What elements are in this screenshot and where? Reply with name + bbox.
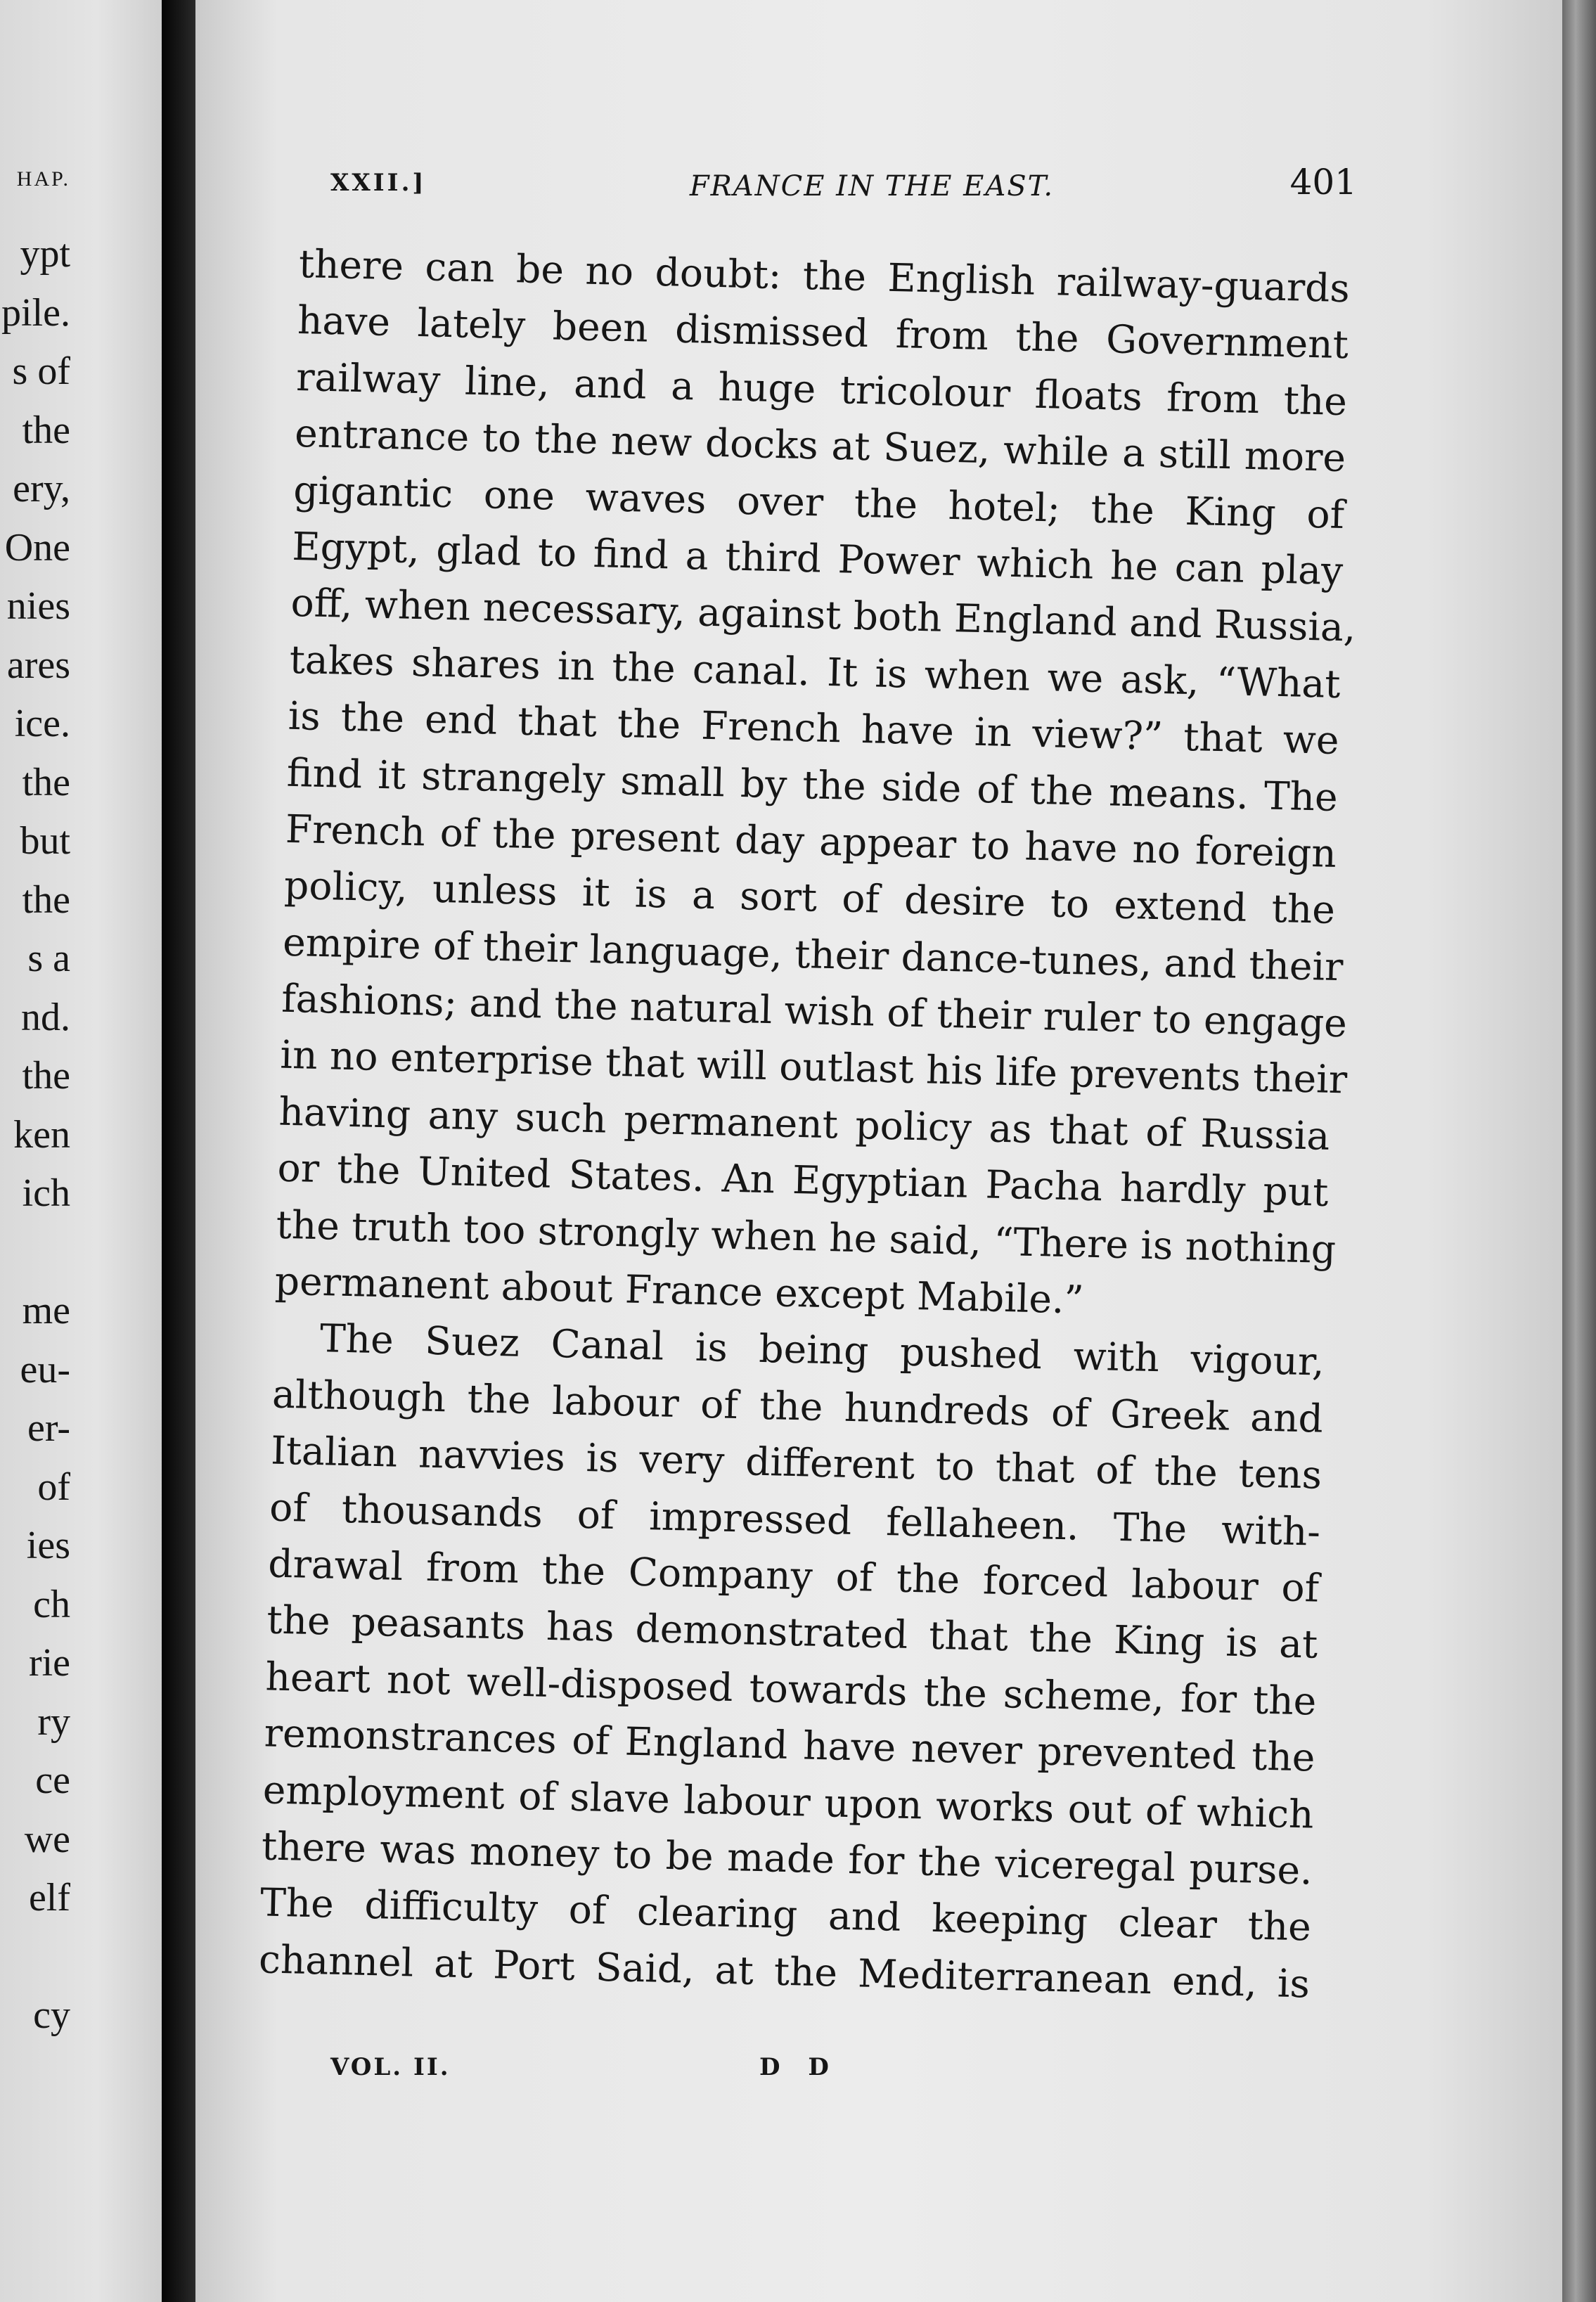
previous-page-line: the [22,408,70,452]
chapter-number: XXII.] [330,169,427,197]
previous-page-line: ypt [20,232,70,276]
text-line: although the labour of the hundreds of Greek and [271,1371,1324,1441]
previous-page-line: the [22,1054,70,1098]
text-line: drawal from the Company of the forced labour of [267,1541,1320,1611]
previous-page-line: elf [28,1876,70,1920]
previous-page-line: ce [35,1758,70,1802]
text-line: off, when necessary, against both England and Russia, [290,580,1357,650]
previous-page-line: me [22,1289,70,1332]
text-line: railway line, and a huge tricolour floats from the [295,354,1348,424]
signature-mark: D D [759,2053,839,2081]
text-line: fashions; and the natural wish of their ruler to engage [281,975,1348,1046]
previous-page-line: nies [6,584,70,628]
text-line: permanent about France except Mabile.” [274,1258,1085,1323]
page-edge [1562,0,1596,2302]
previous-page-line: cy [33,1993,70,2037]
body-text [258,236,1357,2012]
previous-page-line: ares [6,643,70,687]
text-line: is the end that the French have in view?” that we [288,693,1340,764]
previous-page-line: but [20,819,70,863]
text-line: the truth too strongly when he said, “There is nothing [276,1202,1337,1272]
paragraph [258,1309,1325,2012]
text-line: of thousands of impressed fellaheen. The with- [269,1484,1321,1555]
previous-page-line: s of [12,349,70,393]
text-line: find it strangely small by the side of the means. The [286,750,1339,820]
previous-page-line: ice. [14,702,70,745]
running-title: FRANCE IN THE EAST. [689,170,1055,202]
text-line: gigantic one waves over the hotel; the King of [292,467,1345,537]
previous-page-line [0,1223,70,1282]
text-line: in no enterprise that will outlast his life prevents their [279,1032,1348,1102]
text-line: entrance to the new docks at Suez, while a still more [294,411,1346,481]
previous-page-text-fragments [0,225,70,2045]
previous-page-line: ry [37,1699,70,1744]
previous-page-line: One [4,525,70,570]
previous-page-edge [0,0,162,2302]
previous-page-line: ich [22,1171,70,1215]
text-line: policy, unless it is a sort of desire to extend the [283,863,1336,933]
text-line: remonstrances of England have never prevented the [264,1710,1316,1780]
text-line: have lately been dismissed from the Government [297,297,1349,368]
previous-page-line: ies [26,1524,70,1567]
text-line: having any such permanent policy as that of Russia [278,1088,1330,1159]
text-line: empire of their language, their dance-tunes, and their [282,919,1344,989]
previous-page-line: rie [28,1641,70,1685]
text-line: The difficulty of clearing and keeping clear the [259,1879,1312,1950]
previous-page-line: we [24,1817,70,1861]
previous-page-running-head: HAP. [16,167,70,191]
previous-page-line: s a [27,937,70,980]
previous-page-line: er- [27,1406,70,1450]
text-line: employment of slave labour upon works out of which [262,1766,1315,1837]
previous-page-line: the [22,877,70,922]
text-line: Egypt, glad to find a third Power which he can play [291,523,1344,594]
text-line: Italian navvies is very different to that of the tens [270,1427,1323,1498]
previous-page-line: ch [33,1582,70,1626]
paragraph [274,236,1357,1334]
text-line: there was money to be made for the viceregal purse. [261,1823,1313,1893]
previous-page-line [0,1928,70,1987]
text-line: The Suez Canal is being pushed with vigour, [319,1316,1325,1385]
volume-label: VOL. II. [330,2053,451,2081]
book-gutter [162,0,195,2302]
text-line: or the United States. An Egyptian Pacha hardly put [276,1145,1330,1216]
previous-page-line: pile. [1,290,70,335]
text-line: takes shares in the canal. It is when we ask, “What [289,636,1341,707]
previous-page-line: the [22,760,70,804]
page-footer [330,2053,893,2095]
text-line: heart not well-disposed towards the scheme, for the [264,1654,1318,1724]
text-line: French of the present day appear to have no foreign [285,806,1337,876]
text-line: channel at Port Said, at the Mediterranean end, is [258,1936,1311,2007]
page-number: 401 [1289,162,1357,202]
previous-page-line: of [37,1465,70,1509]
previous-page-line: eu- [20,1347,70,1391]
previous-page-line: nd. [21,995,70,1039]
running-header [330,162,1357,218]
text-line: there can be no doubt: the English railway-guards [298,240,1351,311]
previous-page-line: ken [13,1112,70,1157]
previous-page-line: ery, [13,467,70,510]
text-line: the peasants has demonstrated that the King is at [266,1597,1318,1668]
